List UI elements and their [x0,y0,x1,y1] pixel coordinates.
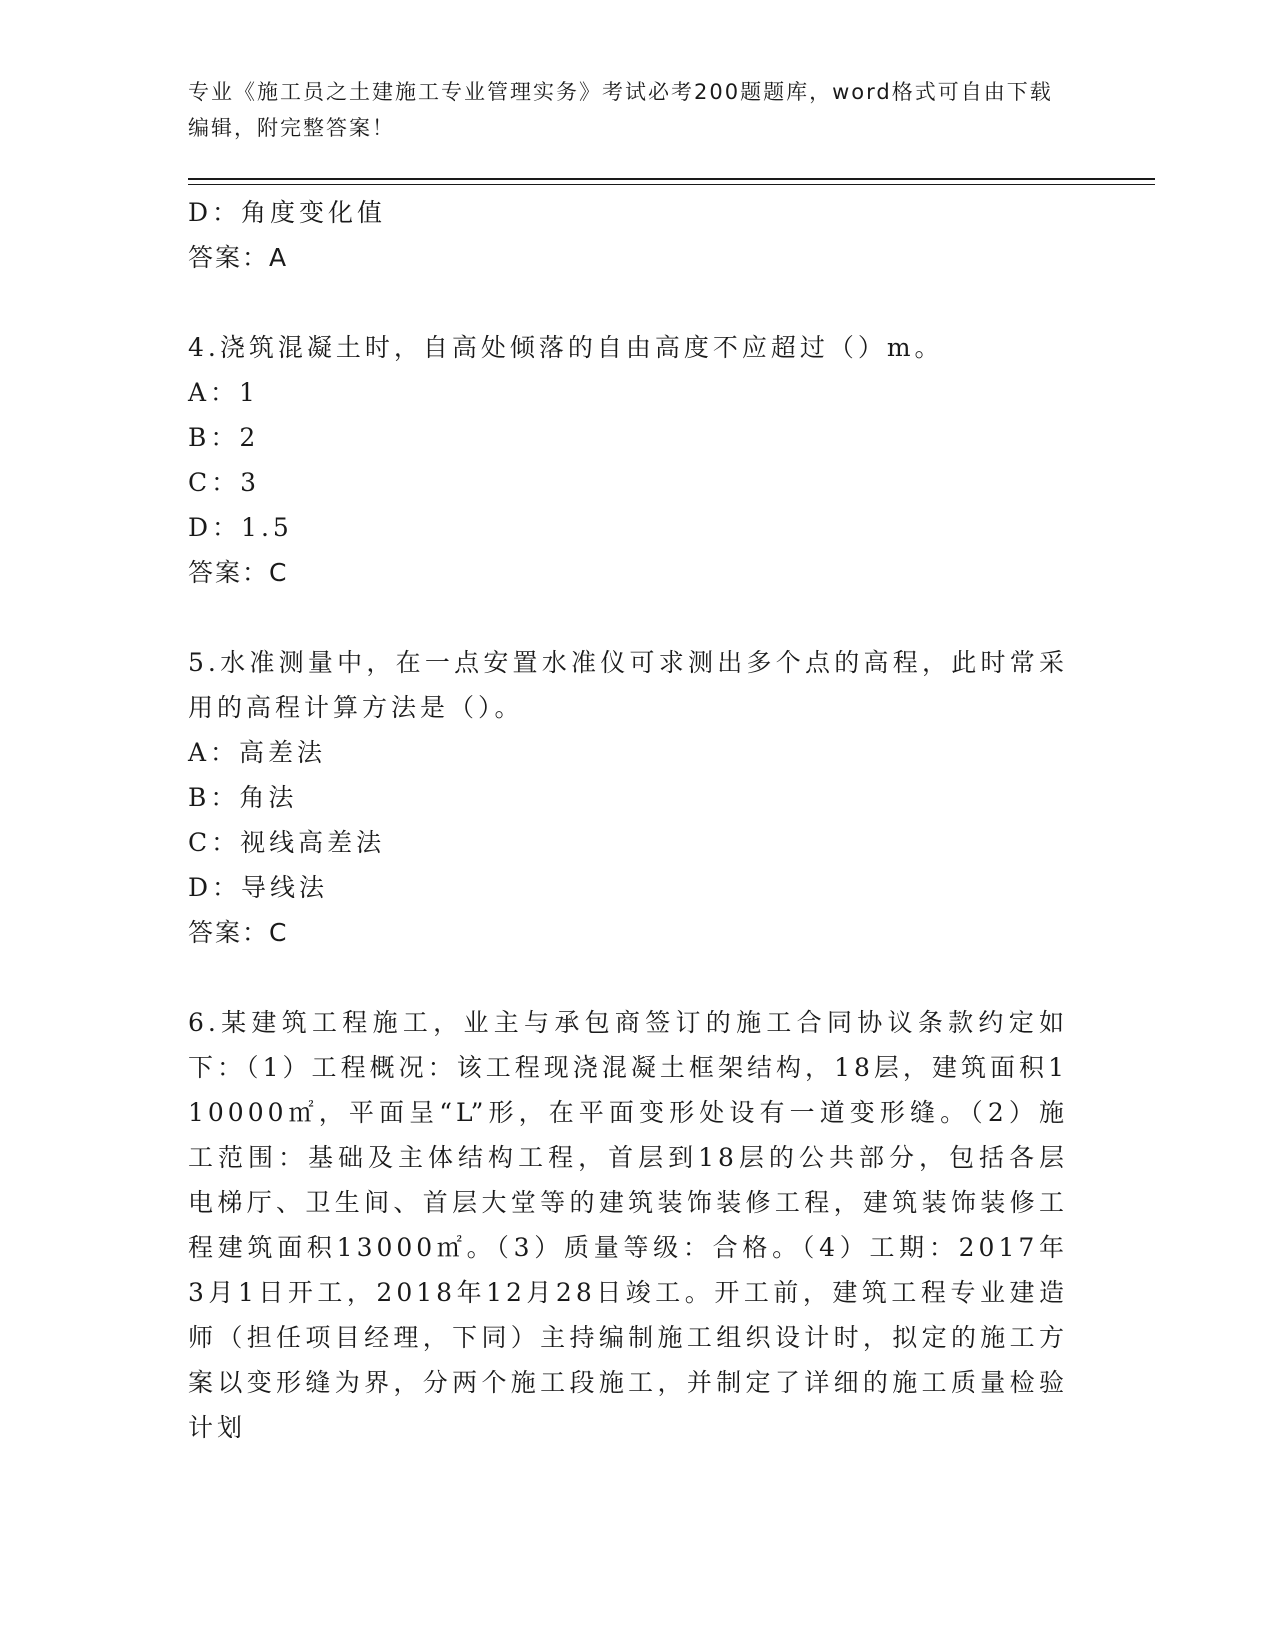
question-5 [188,640,1068,955]
document-body [188,190,1068,1450]
option-a: A：1 [188,378,259,407]
spacer [188,595,1068,640]
option-d: D：1.5 [188,513,293,542]
header-rule-thick [188,178,1155,180]
option-b: B：角法 [188,783,298,812]
question-stem: 4.浇筑混凝土时，自高处倾落的自由高度不应超过（）m。 [188,333,944,362]
option-b: B：2 [188,423,260,452]
spacer [188,280,1068,325]
document-header: 专业《施工员之土建施工专业管理实务》考试必考200题题库，word格式可自由下载编辑，附完整答案！ [188,80,1053,140]
answer: 答案：C [188,918,289,947]
question-6 [188,1000,1068,1450]
option-d: D：导线法 [188,873,329,902]
question-stem: 6.某建筑工程施工，业主与承包商签订的施工合同协议条款约定如下：（1）工程概况：该工程现浇混凝土框架结构，18层，建筑面积110000㎡，平面呈“L”形，在平面变形处设有一道变形缝。（2）施工范围：基础及主体结构工程，首层到18层的公共部分，包括各层电梯厅、卫生间、首层大堂等的建筑装饰装修工程，建筑装饰装修工程建筑面积13000㎡。（3）质量等级：合格。（4）工期：2017年3月1日开工，2018年12月28日竣工。开工前，建筑工程专业建造师（担任项目经理，下同）主持编制施工组织设计时，拟定的施工方案以变形缝为界，分两个施工段施工，并制定了详细的施工质量检验计划 [188,1008,1068,1442]
spacer [188,955,1068,1000]
prev-option-d: D：角度变化值 [188,198,387,227]
header-rule-thin [188,184,1155,185]
option-a: A：高差法 [188,738,327,767]
prev-answer: 答案：A [188,243,289,272]
question-4 [188,325,1068,595]
answer: 答案：C [188,558,289,587]
option-c: C：3 [188,468,261,497]
question-stem: 5.水准测量中，在一点安置水准仪可求测出多个点的高程，此时常采用的高程计算方法是（）。 [188,648,1068,722]
option-c: C：视线高差法 [188,828,386,857]
